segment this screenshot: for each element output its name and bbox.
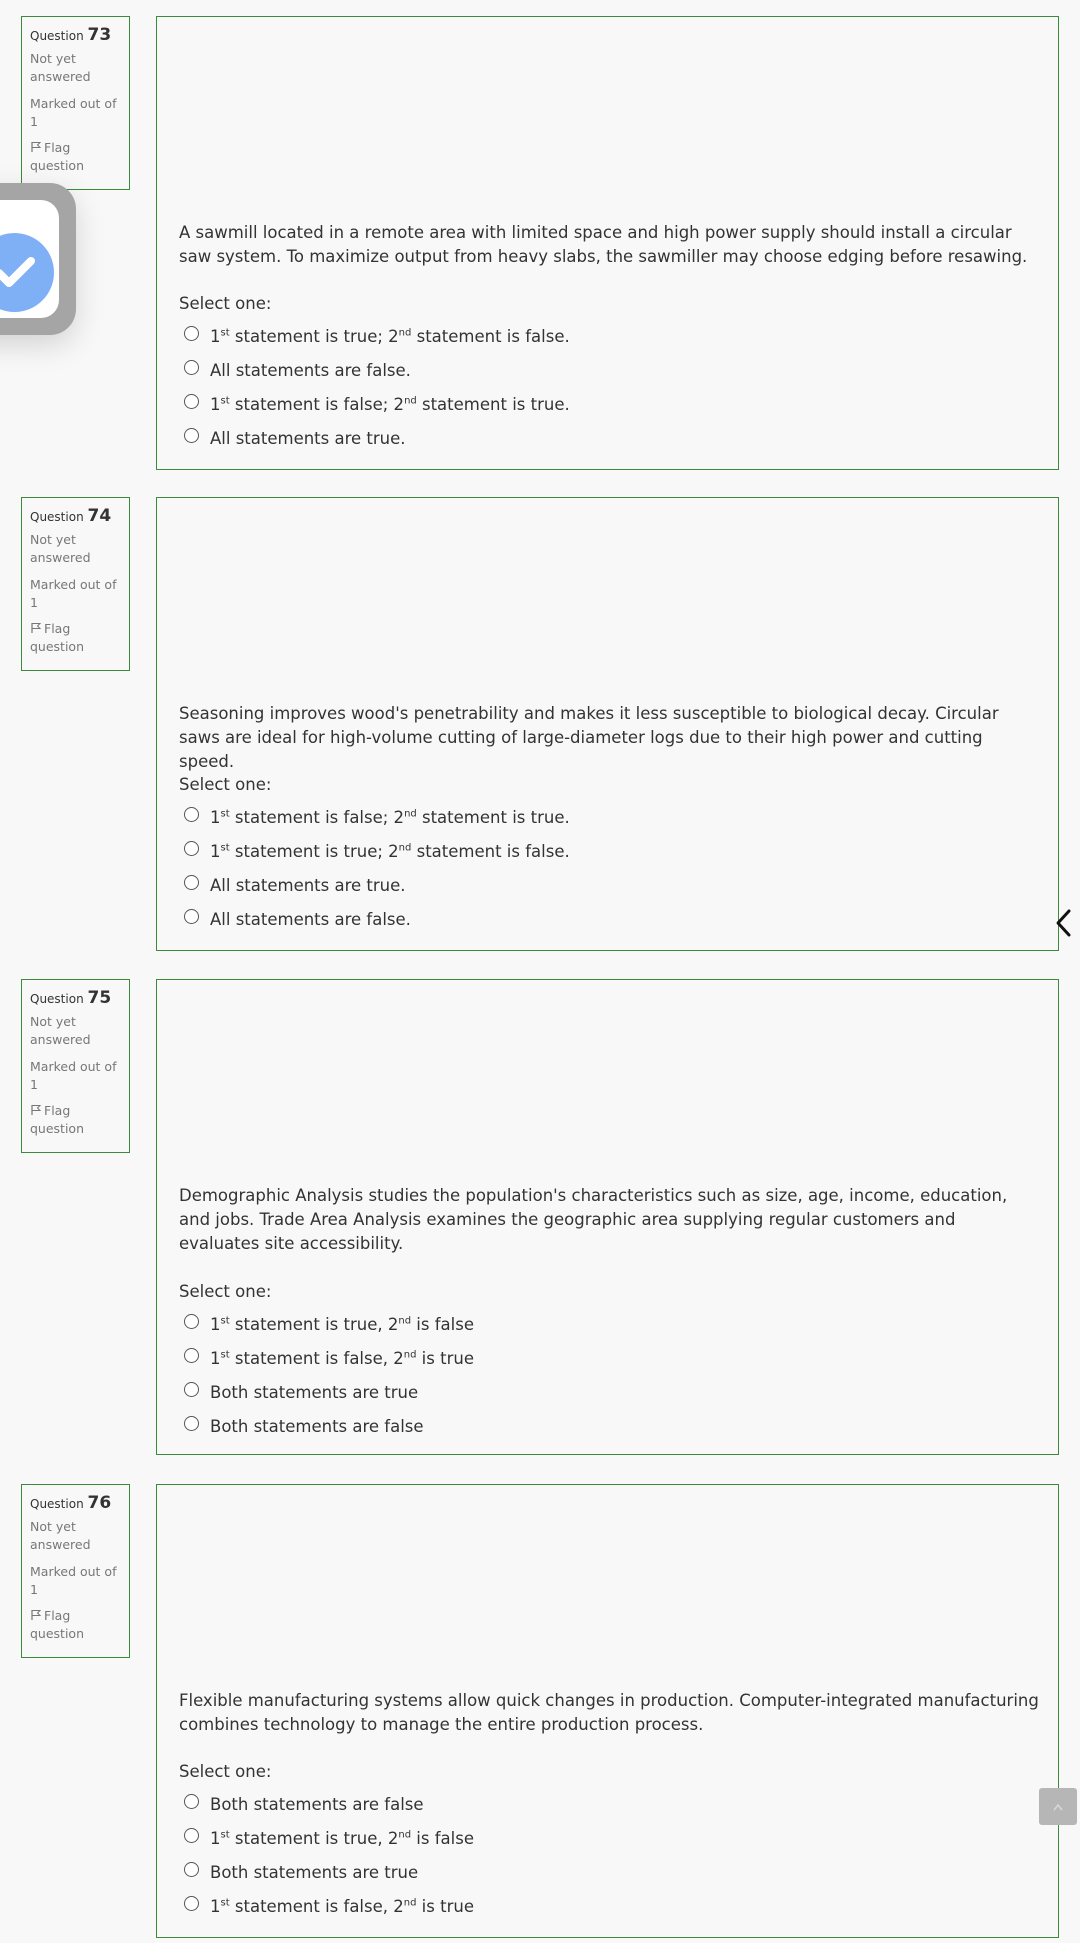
back-to-top-button[interactable] [1039,1788,1077,1825]
answer-option[interactable] [179,902,1039,936]
question-status: Not yet answered [30,1519,91,1552]
flag-icon [30,1104,42,1116]
answer-option[interactable] [179,834,1039,868]
answer-option[interactable] [179,1787,1039,1821]
answer-option[interactable] [179,868,1039,902]
question-info [21,497,130,671]
question-text: Demographic Analysis studies the population's characteristics such as size, age, income, education, and jobs. Trade Area Analysis examines the geographic area supplying regular customers and evaluates site accessibility. [179,1186,1008,1253]
radio-button[interactable] [184,428,199,443]
question-block [0,979,1080,1455]
question-content [156,1484,1059,1938]
answer-option[interactable] [179,1307,1039,1341]
radio-button[interactable] [184,394,199,409]
answer-label: All statements are false. [210,360,411,380]
answer-option[interactable] [179,1889,1039,1923]
select-one-label: Select one: [179,1282,272,1301]
answer-option[interactable] [179,1821,1039,1855]
answer-option[interactable] [179,1855,1039,1889]
flag-label: Flag question [30,621,85,654]
answer-label: Both statements are false [210,1794,424,1814]
question-block [0,16,1080,470]
badge-inner [0,200,59,318]
question-content [156,979,1059,1455]
radio-button[interactable] [184,1348,199,1363]
check-badge-icon [0,233,54,312]
answer-label: 1st statement is false, 2nd is true [210,1348,474,1368]
answer-option[interactable] [179,1375,1039,1409]
question-info [21,16,130,190]
arrow-up-icon [1039,1788,1077,1825]
question-number: 74 [87,506,112,526]
flag-question-link[interactable] [30,620,121,656]
answer-label: 1st statement is true; 2nd statement is false. [210,326,570,346]
radio-button[interactable] [184,1828,199,1843]
question-info [21,979,130,1153]
question-title: Question 73 [30,25,112,45]
question-content [156,16,1059,470]
question-status: Not yet answered [30,1014,91,1047]
question-text: Seasoning improves wood's penetrability and makes it less susceptible to biological decay. Circular saws are ideal for high-volume cutting of large-diameter logs due to their high power and cutting speed. [179,704,999,771]
question-title: Question 75 [30,988,112,1008]
answer-option[interactable] [179,319,1039,353]
question-title: Question 74 [30,506,112,526]
answer-label: Both statements are true [210,1862,419,1882]
flag-question-link[interactable] [30,1607,121,1643]
answer-option[interactable] [179,353,1039,387]
answer-label: 1st statement is true; 2nd statement is false. [210,841,570,861]
question-block [0,1484,1080,1938]
flag-label: Flag question [30,140,85,173]
question-number: 76 [87,1493,112,1513]
question-grade: Marked out of 1 [30,1059,117,1092]
answer-option[interactable] [179,387,1039,421]
answer-label: All statements are true. [210,428,406,448]
answer-label: Both statements are false [210,1416,424,1436]
question-number: 73 [87,25,112,45]
flag-question-link[interactable] [30,139,121,175]
flag-icon [30,622,42,634]
answer-label: 1st statement is false; 2nd statement is true. [210,807,570,827]
question-text: Flexible manufacturing systems allow quick changes in production. Computer-integrated manufacturing combines technology to manage the entire production process. [179,1691,1039,1734]
answer-option[interactable] [179,800,1039,834]
answer-label: All statements are false. [210,909,411,929]
radio-button[interactable] [184,1896,199,1911]
select-one-label: Select one: [179,775,272,794]
flag-label: Flag question [30,1608,85,1641]
answer-label: 1st statement is true, 2nd is false [210,1314,474,1334]
radio-button[interactable] [184,1382,199,1397]
question-title: Question 76 [30,1493,112,1513]
answer-label: 1st statement is true, 2nd is false [210,1828,474,1848]
checkmark-icon [0,233,54,312]
drawer-toggle-button[interactable] [1053,908,1075,938]
answer-label: 1st statement is false, 2nd is true [210,1896,474,1916]
radio-button[interactable] [184,326,199,341]
question-info [21,1484,130,1658]
question-status: Not yet answered [30,532,91,565]
answer-list [179,293,1039,455]
radio-button[interactable] [184,875,199,890]
radio-button[interactable] [184,1862,199,1877]
question-content [156,497,1059,951]
radio-button[interactable] [184,807,199,822]
question-grade: Marked out of 1 [30,96,117,129]
answer-list [179,1761,1039,1923]
flag-icon [30,141,42,153]
radio-button[interactable] [184,909,199,924]
chevron-left-icon [1053,908,1075,938]
radio-button[interactable] [184,841,199,856]
answer-option[interactable] [179,421,1039,455]
answer-option[interactable] [179,1341,1039,1375]
answer-label: All statements are true. [210,875,406,895]
question-number: 75 [87,988,112,1008]
select-one-label: Select one: [179,1762,272,1781]
question-status: Not yet answered [30,51,91,84]
question-grade: Marked out of 1 [30,1564,117,1597]
question-grade: Marked out of 1 [30,577,117,610]
answer-list [179,774,1039,936]
flag-icon [30,1609,42,1621]
question-text: A sawmill located in a remote area with limited space and high power supply should install a circular saw system. To maximize output from heavy slabs, the sawmiller may choose edging before resawing. [179,223,1028,266]
flag-question-link[interactable] [30,1102,121,1138]
radio-button[interactable] [184,1794,199,1809]
select-one-label: Select one: [179,294,272,313]
radio-button[interactable] [184,360,199,375]
radio-button[interactable] [184,1314,199,1329]
answer-label: 1st statement is false; 2nd statement is true. [210,394,570,414]
answer-option[interactable] [179,1409,1039,1443]
answer-list [179,1281,1039,1443]
floating-app-badge[interactable] [0,183,76,335]
flag-label: Flag question [30,1103,85,1136]
question-block [0,497,1080,951]
answer-label: Both statements are true [210,1382,419,1402]
radio-button[interactable] [184,1416,199,1431]
